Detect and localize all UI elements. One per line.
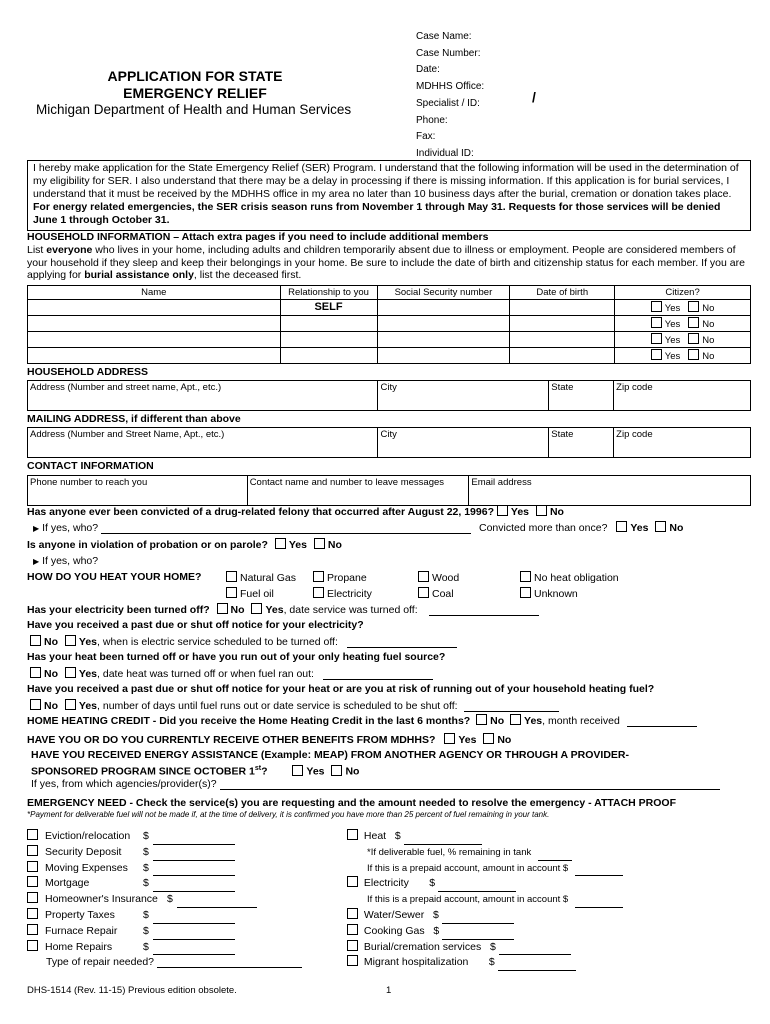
heat-natural-gas: Natural Gas [226,571,296,584]
no-heat-checkbox[interactable] [520,571,531,582]
title-line-1: APPLICATION FOR STATE [107,68,283,84]
col-ssn: Social Security number [377,286,510,300]
probation-yes-checkbox[interactable] [275,538,286,549]
case-field-label: MDHHS Office: [416,81,485,93]
heat-notice-yes-checkbox[interactable] [65,699,76,710]
citizen-yes-checkbox[interactable] [651,349,662,360]
mailing-address-table [27,427,751,458]
energy-assist-yes-checkbox[interactable] [292,765,303,776]
citizen-no-checkbox[interactable] [688,301,699,312]
cooking-item: Cooking Gas $ [347,924,623,940]
right-items [347,829,623,971]
heat-fuel-oil: Fuel oil [226,587,274,600]
convicted-more: Convicted more than once? Yes No [479,522,684,534]
emergency-amount: $ [143,845,235,861]
heat-home-question: HOW DO YOU HEAT YOUR HOME? [27,571,202,583]
heat-item: Heat $ [347,829,623,845]
felony-no-checkbox[interactable] [536,505,547,516]
heat-off-yes-checkbox[interactable] [65,667,76,678]
title-line-2: EMERGENCY RELIEF [123,85,267,101]
member-name-input[interactable] [28,316,281,332]
probation-who: ▶ If yes, who? [33,555,99,567]
citizen-no-checkbox[interactable] [688,317,699,328]
col-dob: Date of birth [510,286,615,300]
heat-electricity: Electricity [313,587,372,600]
case-field-label: Fax: [416,131,436,143]
heat-propane: Propane [313,571,367,584]
table-row [28,332,751,348]
heat-notice-answer: No Yes, number of days until fuel runs out or date service is scheduled to be shut off: [30,699,559,712]
energy-assist-question: HAVE YOU RECEIVED ENERGY ASSISTANCE (Example: MEAP) FROM ANOTHER AGENCY OR THROUGH A PROVIDER- SPONSORED PROGRAM SINCE OCTOBER 1st? Yes No [31,749,629,778]
intro-text: I hereby make application for the State Emergency Relief (SER) Program. I understand that the following information will be used in the determination of my eligibility for SER. I also understand that there may be a delay in processing if there is missing information. If this application is for burial services, I understand that it must be received by the MDHHS office in my area no later than 10 business days after the burial, cremation or donation takes place. [33,162,739,200]
other-benefits-question: HAVE YOU OR DO YOU CURRENTLY RECEIVE OTHER BENEFITS FROM MDHHS? Yes No [27,734,512,746]
member-ssn-input[interactable] [377,300,510,316]
heat-notice-question: Have you received a past due or shut off notice for your heat or are you at risk of running out of your household heating fuel? [27,683,655,695]
migrant-item: Migrant hospitalization $ [347,955,623,971]
member-ssn-input[interactable] [377,348,510,364]
household-city-input[interactable]: City [378,381,549,411]
heat-none: No heat obligation [520,571,619,584]
household-state-input[interactable]: State [549,381,614,411]
felony-who: ▶ If yes, who? [33,522,471,534]
emergency-item [27,924,327,940]
credit-question: HOME HEATING CREDIT - Did you receive the Home Heating Credit in the last 6 months? No Yes, month received [27,714,697,727]
citizen-yes-checkbox[interactable] [651,317,662,328]
felony-yes-checkbox[interactable] [497,505,508,516]
mailing-address-heading: MAILING ADDRESS, if different than above [27,413,241,425]
mailing-zip-input[interactable]: Zip code [614,428,751,458]
emergency-item-label: Eviction/relocation [45,830,131,842]
energy-assist-no-checkbox[interactable] [331,765,342,776]
emergency-item [27,845,327,861]
member-relationship-input[interactable] [280,348,377,364]
emergency-note: *Payment for deliverable fuel will not be made if, at the time of delivery, it is confirmed you have more than 25 percent of fuel remaining in your tank. [27,810,550,819]
citizen-choice: Yes No [615,332,751,348]
fuel-oil-checkbox[interactable] [226,587,237,598]
household-members-table [27,285,751,364]
emergency-amount: $ [143,940,235,956]
coal-checkbox[interactable] [418,587,429,598]
emergency-item-label: Mortgage [45,877,90,890]
citizen-choice: Yes No [615,348,751,364]
water-item: Water/Sewer $ [347,908,623,924]
mailing-state-input[interactable]: State [549,428,614,458]
elec-notice-question: Have you received a past due or shut off notice for your electricity? [27,619,364,631]
col-relationship: Relationship to you [280,286,377,300]
heat-coal: Coal [418,587,454,600]
case-field-label: Phone: [416,114,448,126]
other-benefits-yes-checkbox[interactable] [444,733,455,744]
emergency-amount: $ [143,861,235,877]
specialist-slash: / [532,89,536,105]
migrant-amount-input[interactable] [498,970,576,971]
form-id: DHS-1514 (Rev. 11-15) Previous edition obsolete. [27,985,237,996]
member-name-input[interactable] [28,348,281,364]
department-name: Michigan Department of Health and Human Services [36,102,352,117]
heat-notice-date-input[interactable] [464,711,559,712]
emergency-amount: $ [143,829,235,845]
triangle-icon: ▶ [33,557,40,566]
elec-notice-no-checkbox[interactable] [30,635,41,646]
emergency-item-checkbox[interactable] [27,861,38,872]
case-field-label: Date: [416,64,440,76]
table-row [28,300,751,316]
electricity-need-checkbox[interactable] [347,876,358,887]
email-input[interactable]: Email address [469,476,751,506]
citizen-choice: Yes No [615,316,751,332]
member-dob-input[interactable] [510,316,615,332]
heat-off-no-checkbox[interactable] [30,667,41,678]
member-dob-input[interactable] [510,348,615,364]
burial-item: Burial/cremation services $ [347,940,623,956]
page-number: 1 [386,985,392,996]
household-info-heading: HOUSEHOLD INFORMATION – Attach extra pages if you need to include additional members [27,231,489,243]
case-fields [416,29,484,163]
prepaid-item-1: If this is a prepaid account, amount in account $ [347,861,623,877]
member-dob-input[interactable] [510,332,615,348]
emergency-item-checkbox[interactable] [27,940,38,951]
electricity-checkbox[interactable] [313,587,324,598]
probation-question: Is anyone in violation of probation or on parole? Yes No [27,539,342,551]
emergency-item [27,892,327,908]
emergency-amount: $ [167,892,257,908]
member-dob-input[interactable] [510,300,615,316]
prepaid-item-2: If this is a prepaid account, amount in account $ [347,892,623,908]
emergency-amount: $ [143,924,235,940]
form-title [85,68,305,102]
probation-no-checkbox[interactable] [314,538,325,549]
phone-input[interactable]: Phone number to reach you [28,476,248,506]
electricity-item: Electricity $ [347,876,623,892]
contact-heading: CONTACT INFORMATION [27,460,154,472]
member-name-input[interactable] [28,332,281,348]
left-items [27,829,327,955]
table-row [28,348,751,364]
col-citizen: Citizen? [615,286,751,300]
prepaid-amount-input-2[interactable] [575,907,623,908]
emergency-item [27,861,327,877]
which-agencies: If yes, from which agencies/provider(s)? [31,778,720,790]
emergency-item-label: Homeowner's Insurance [45,893,158,906]
citizen-choice: Yes No [615,300,751,316]
emergency-item-checkbox[interactable] [27,908,38,919]
migrant-checkbox[interactable] [347,955,358,966]
case-field-label: Individual ID: [416,147,474,159]
heat-off-question: Has your heat been turned off or have you run out of your only heating fuel source? [27,651,446,663]
citizen-yes-checkbox[interactable] [651,333,662,344]
elec-off-no-checkbox[interactable] [217,603,228,614]
emergency-item [27,876,327,892]
elec-notice-yes-checkbox[interactable] [65,635,76,646]
triangle-icon: ▶ [33,524,40,533]
citizen-yes-checkbox[interactable] [651,301,662,312]
propane-checkbox[interactable] [313,571,324,582]
prepaid-amount-input[interactable] [575,875,623,876]
wood-checkbox[interactable] [418,571,429,582]
elec-off-question: Has your electricity been turned off? No Yes, date service was turned off: [27,603,539,616]
emergency-item [27,829,327,845]
case-field-label: Case Name: [416,31,472,42]
natural-gas-checkbox[interactable] [226,571,237,582]
table-row [28,316,751,332]
household-zip-input[interactable]: Zip code [614,381,751,411]
heat-notice-no-checkbox[interactable] [30,699,41,710]
elec-notice-date-input[interactable] [347,647,457,648]
burial-checkbox[interactable] [347,940,358,951]
case-field-label: Specialist / ID: [416,97,480,109]
emergency-item-checkbox[interactable] [27,892,38,903]
contact-message-input[interactable]: Contact name and number to leave messages [247,476,469,506]
agencies-input[interactable] [220,789,720,790]
heat-off-answer: No Yes, date heat was turned off or when fuel ran out: [30,667,433,680]
heat-unknown: Unknown [520,587,578,600]
emergency-item [27,940,327,956]
emergency-item [27,908,327,924]
emergency-item-label: Moving Expenses [45,861,128,874]
other-benefits-no-checkbox[interactable] [483,733,494,744]
repair-type: Type of repair needed? [46,956,302,968]
intro-box [27,160,751,231]
emergency-item-label: Security Deposit [45,845,122,858]
heat-checkbox[interactable] [347,829,358,840]
mailing-address-input[interactable]: Address (Number and Street Name, Apt., etc.) [28,428,378,458]
intro-bold-text: For energy related emergencies, the SER crisis season runs from November 1 through May 31. Requests for those services will be denied June 1 through October 31. [33,201,721,226]
credit-month-input[interactable] [627,726,697,727]
member-relationship-input[interactable] [280,332,377,348]
emergency-amount: $ [143,876,235,892]
member-ssn-input[interactable] [377,332,510,348]
heat-off-date-input[interactable] [323,679,433,680]
emergency-heading: EMERGENCY NEED - Check the service(s) you are requesting and the amount needed to resolve the emergency - ATTACH PROOF [27,797,677,809]
citizen-no-checkbox[interactable] [688,349,699,360]
credit-no-checkbox[interactable] [476,714,487,725]
member-name-input[interactable] [28,300,281,316]
emergency-item-checkbox[interactable] [27,829,38,840]
felony-who-input[interactable] [101,533,471,534]
heat-wood: Wood [418,571,459,584]
emergency-item-label: Furnace Repair [45,924,118,937]
member-relationship-input[interactable] [280,316,377,332]
contact-table [27,475,751,506]
emergency-item-checkbox[interactable] [27,845,38,856]
member-ssn-input[interactable] [377,316,510,332]
convicted-more-no-checkbox[interactable] [655,521,666,532]
citizen-no-checkbox[interactable] [688,333,699,344]
col-name: Name [28,286,281,300]
household-address-input[interactable]: Address (Number and street name, Apt., etc.) [28,381,378,411]
elec-off-date-input[interactable] [429,615,539,616]
elec-notice-answer: No Yes, when is electric service scheduled to be turned off: [30,635,457,648]
deliverable-item: *If deliverable fuel, % remaining in tank [347,845,623,861]
cooking-checkbox[interactable] [347,924,358,935]
case-field-label: Case Number: [416,47,481,59]
credit-yes-checkbox[interactable] [510,714,521,725]
household-address-table [27,380,751,411]
household-address-heading: HOUSEHOLD ADDRESS [27,366,148,378]
emergency-item-checkbox[interactable] [27,876,38,887]
self-label: SELF [280,300,377,316]
unknown-checkbox[interactable] [520,587,531,598]
felony-question: Has anyone ever been convicted of a drug-related felony that occurred after August 22, 1996? Yes No [27,506,564,518]
repair-type-input[interactable] [157,967,302,968]
water-checkbox[interactable] [347,908,358,919]
emergency-item-label: Property Taxes [45,908,115,921]
emergency-item-label: Home Repairs [45,940,113,953]
emergency-item-checkbox[interactable] [27,924,38,935]
convicted-more-yes-checkbox[interactable] [616,521,627,532]
mailing-city-input[interactable]: City [378,428,549,458]
emergency-amount: $ [143,908,235,924]
household-info-desc: List everyone who lives in your home, including adults and children temporarily absent due to illness or employment. People are considered members of your household if they sleep and keep their belongings in your home. Be sure to include the date of birth and citizenship status for each member. If you are applying for burial assistance only, list the deceased first. [27,244,745,281]
elec-off-yes-checkbox[interactable] [251,603,262,614]
